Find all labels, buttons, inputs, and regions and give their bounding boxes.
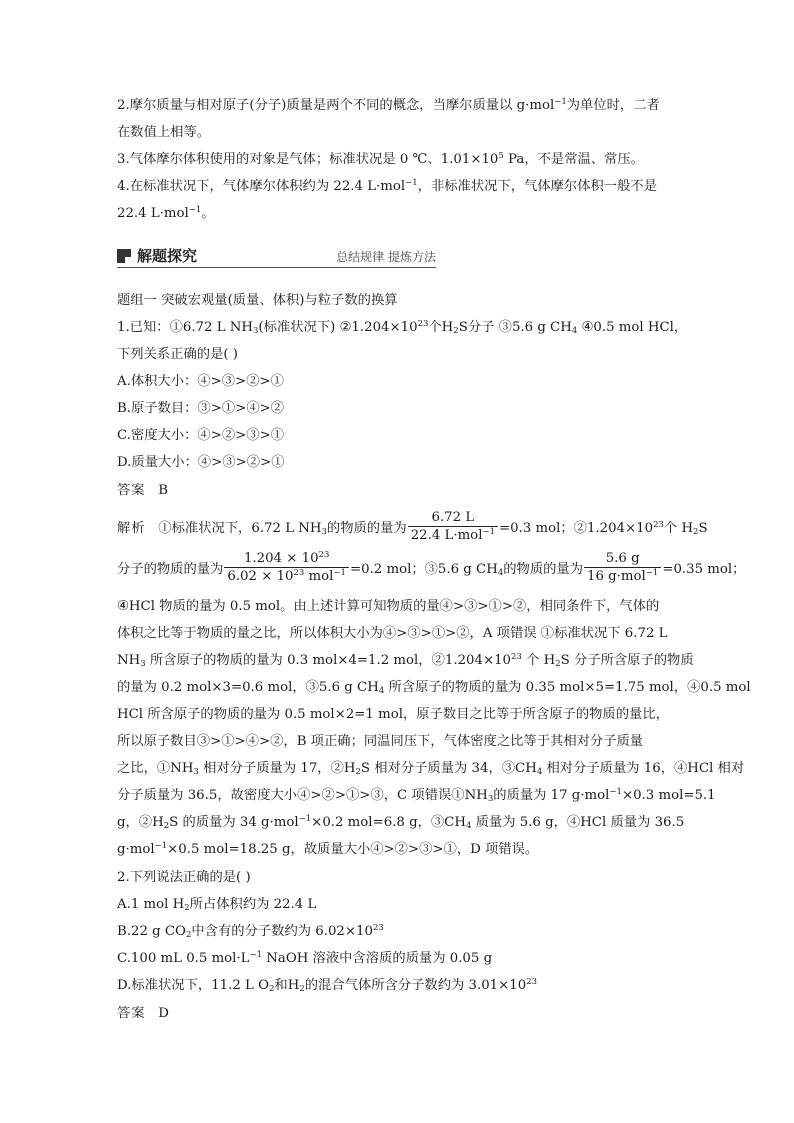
fraction: $\frac{1.204 \times 10^{23}}{6.02 \times 10^{23} mol^{-1}}$ [224,550,349,585]
fraction: $\frac{6.72 L}{22.4 L\cdot mol^{-1}}$ [408,509,498,544]
q1-analysis-line-9: 之比，$①NH_3$ 相对分子质量为 17，$②H_2S$ 相对分子质量为 34，$③CH_4$ 相对分子质量为 16，④HCl 相对 [117,761,745,777]
q1-analysis-line-10: 分子质量为 36.5，故密度大小④>②>①>③，C 项错误$①NH_3$的质量为 17 g·mol$^{-1}$×0.3 mol=5.1 [117,787,716,804]
q1-analysis-line-8: 所以原子数目③>①>④>②，B 项正确；同温同压下，气体密度之比等于其相对分子质量 [117,734,644,749]
q1-analysis-line-12: g·mol$^{-1}$×0.5 mol=18.25 g，故质量大小④>②>③>①，D 项错误。 [117,841,539,857]
q1-analysis-line-5: $NH_3$ 所含原子的物质的量为 0.3 mol×4=1.2 mol，$②1.204\times 10^{23}$ 个 $H_2S$ 分子所含原子的物质 [117,652,694,669]
q1-option-c: C.密度大小：④>②>③>① [117,428,285,443]
q1-answer: 答案 B [117,483,169,498]
q2-stem: 2.下列说法正确的是( ) [117,870,251,885]
q1-analysis-line-4: 体积之比等于物质的量之比，所以体积大小为④>③>①>②，A 项错误 ①标准状况下 6.72 L [117,626,668,641]
q1-stem-line-1: 1.已知：①6.72 L $NH_3$(标准状况下) $②1.204\times 10^{23}$个$H_2S$分子 ③5.6 g $CH_4$ ④0.5 mol HCl， [117,319,688,336]
intro-point-2-line-2: 在数值上相等。 [117,125,211,140]
q1-stem-line-2: 下列关系正确的是( ) [117,347,238,362]
section-subtitle: 总结规律 提炼方法 [336,250,436,264]
q1-analysis-line-11: g，$②H_2S$ 的质量为 34 g·mol$^{-1}$×0.2 mol=6.8 g，$③CH_4$ 质量为 5.6 g，④HCl 质量为 36.5 [117,814,685,831]
q2-option-a: A.1 mol $H_2$所占体积约为 22.4 L [117,897,317,913]
group-title: 题组一 突破宏观量(质量、体积)与粒子数的换算 [117,293,398,308]
q2-option-c: C.100 mL 0.5 $mol\cdot L^{-1}$ NaOH 溶液中含溶质的质量为 0.05 g [117,950,493,966]
intro-point-2-line-1: 2.摩尔质量与相对原子(分子)质量是两个不同的概念，当摩尔质量以 g·mol$^{-1}$为单位时，二者 [117,97,660,113]
intro-point-4-line-1: 4.在标准状况下，气体摩尔体积约为 22.4 L·mol$^{-1}$，非标准状况下，气体摩尔体积一般不是 [117,178,657,194]
q1-option-d: D.质量大小：④>③>②>① [117,455,285,470]
q1-analysis-line-3: ④HCl 物质的量为 0.5 mol。由上述计算可知物质的量④>③>①>②，相同条件下，气体的 [117,599,660,614]
q2-answer: 答案 D [117,1006,169,1021]
q1-analysis-line-6: 的量为 0.2 mol×3=0.6 mol，③5.6 g $CH_4$ 所含原子的物质的量为 0.35 mol×5=1.75 mol，④0.5 mol [117,680,751,696]
q1-analysis-line-2: 分子的物质的量为 $\frac{1.204 \times 10^{23}}{6.02 \times 10^{23} mol^{-1}}$ =0.2 mol；③5.6 g $CH_4$的物质的量为 $\frac{5.6 g}{16 g\cdot mol^{-1}}$ =0.35 mol； [117,550,746,584]
q1-option-a: A.体积大小：④>③>②>① [117,374,284,389]
intro-point-3: 3.气体摩尔体积使用的对象是气体；标准状况是 0 ℃、$1.01\times 10^5$ Pa，不是常温、常压。 [117,151,644,167]
section-header [117,246,436,268]
q1-analysis-line-1: 解析 ①标准状况下，6.72 L $NH_3$的物质的量为 $\frac{6.72 L}{22.4 L\cdot mol^{-1}}$ =0.3 mol；$②1.204\times 10^{23}$个 $H_2S$ [117,510,708,543]
section-rule [117,267,436,268]
q1-option-b: B.原子数目：③>①>④>② [117,401,285,416]
intro-point-4-line-2: 22.4 L·mol$^{-1}$。 [117,205,215,221]
q1-analysis-line-7: HCl 所含原子的物质的量为 0.5 mol×2=1 mol，原子数目之比等于所含原子的物质的量比， [117,707,669,722]
section-title: 解题探究 [137,247,198,265]
q2-option-d: D.标准状况下，11.2 L $O_2$和$H_2$的混合气体所含分子数约为 $3.01\times 10^{23}$ [117,977,538,994]
fraction: $\frac{5.6 g}{16 g\cdot mol^{-1}}$ [584,550,661,585]
q2-option-b: B.22 g $CO_2$中含有的分子数约为 $6.02\times 10^{23}$ [117,923,384,940]
section-square-icon [117,249,131,263]
